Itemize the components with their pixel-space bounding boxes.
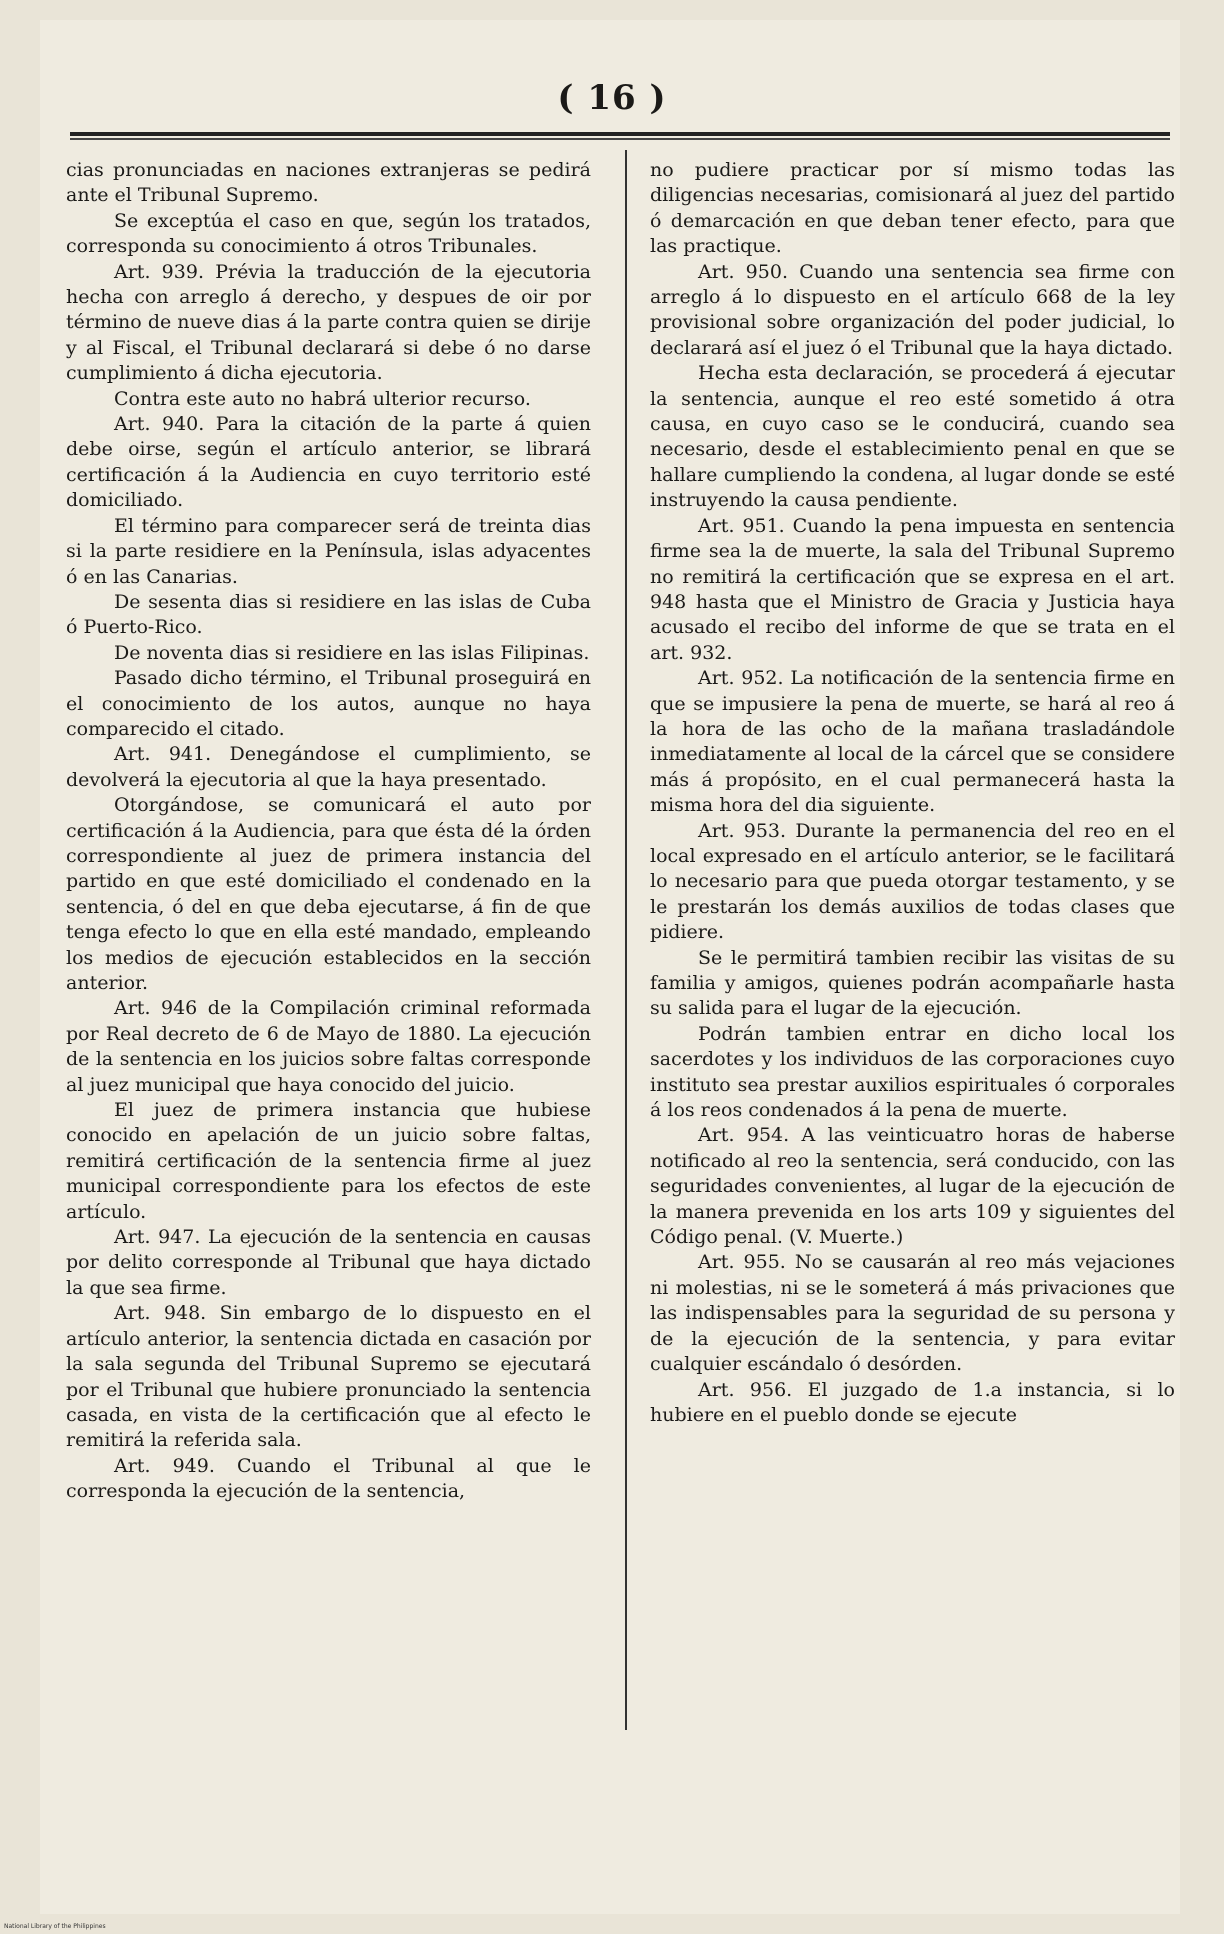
paragraph: Otorgándose, se comunicará el auto por certificación á la Audiencia, para que ésta dé la órden correspondiente al juez de primera instancia del partido en que esté domiciliado el condenado en la sentencia, ó del en que deba ejecutarse, á fin de que tenga efecto lo que en ella esté mandado, empleando los medios de ejecución establecidos en la sección anterior. <box>66 794 591 994</box>
paragraph: Art. 947. La ejecución de la sentencia en causas por delito corresponde al Tribunal que haya dictado la que sea firme. <box>66 1226 591 1299</box>
paragraph: Art. 939. Prévia la traducción de la ejecutoria hecha con arreglo á derecho, y despues de oir por término de nueve dias á la parte contra quien se dirije y al Fiscal, el Tribunal declarará si debe ó no darse cumplimiento á dicha ejecutoria. <box>66 260 591 385</box>
paragraph: Art. 946 de la Compilación criminal reformada por Real decreto de 6 de Mayo de 1880. La ejecución de la sentencia en los juicios sobre faltas corresponde al juez municipal que haya conocido del juicio. <box>66 997 591 1096</box>
right-column <box>650 158 1175 1428</box>
paragraph: cias pronunciadas en naciones extranjeras se pedirá ante el Tribunal Supremo. <box>66 159 591 207</box>
left-column <box>66 158 591 1505</box>
column-divider <box>625 150 627 1730</box>
paragraph: Art. 954. A las veinticuatro horas de haberse notificado al reo la sentencia, será conducido, con las seguridades convenientes, al lugar de la ejecución de la manera prevenida en los arts 109 y siguientes del Código penal. (V. Muerte.) <box>650 1124 1175 1249</box>
paragraph: no pudiere practicar por sí mismo todas las diligencias necesarias, comisionará al juez del partido ó demarcación en que deban tener efecto, para que las practique. <box>650 159 1175 258</box>
paragraph: Art. 953. Durante la permanencia del reo en el local expresado en el artículo anterior, se le facilitará lo necesario para que pueda otorgar testamento, y se le prestarán los demás auxilios de todas clases que pidiere. <box>650 819 1175 944</box>
library-credit: National Library of the Philippines <box>4 1923 106 1930</box>
paragraph: Contra este auto no habrá ulterior recurso. <box>114 387 531 410</box>
paragraph: Podrán tambien entrar en dicho local los sacerdotes y los individuos de las corporaciones cuyo instituto sea prestar auxilios espirituales ó corporales á los reos condenados á la pena de muerte. <box>650 1022 1175 1122</box>
paragraph: Art. 951. Cuando la pena impuesta en sentencia firme sea la de muerte, la sala del Tribunal Supremo no remitirá la certificación que se expresa en el art. 948 hasta que el Ministro de Gracia y Justicia haya acusado el recibo del informe de que se trata en el art. 932. <box>650 514 1175 664</box>
paragraph: Art. 941. Denegándose el cumplimiento, se devolverá la ejecutoria al que la haya presentado. <box>66 743 591 791</box>
paragraph: Art. 952. La notificación de la sentencia firme en que se impusiere la pena de muerte, se hará al reo á la hora de las ocho de la mañana trasladándole inmediatamente al local de la cárcel que se considere más á propósito, en el cual permanecerá hasta la misma hora del dia siguiente. <box>650 667 1175 817</box>
paragraph: De sesenta dias si residiere en las islas de Cuba ó Puerto-Rico. <box>66 590 591 639</box>
header-rule <box>70 132 1170 136</box>
paragraph: Se exceptúa el caso en que, según los tratados, corresponda su conocimiento á otros Tribunales. <box>66 209 591 258</box>
paragraph: Art. 950. Cuando una sentencia sea firme con arreglo á lo dispuesto en el artículo 668 de la ley provisional sobre organización del poder judicial, lo declarará así el juez ó el Tribunal que la haya dictado. <box>650 260 1175 359</box>
header-rule-thin <box>70 138 1170 140</box>
paragraph: El juez de primera instancia que hubiese conocido en apelación de un juicio sobre faltas, remitirá certificación de la sentencia firme al juez municipal correspondiente para los efectos de este artículo. <box>66 1099 591 1223</box>
paragraph: Art. 956. El juzgado de 1.a instancia, si lo hubiere en el pueblo donde se ejecute <box>650 1378 1175 1426</box>
paragraph: Art. 949. Cuando el Tribunal al que le corresponda la ejecución de la sentencia, <box>66 1454 591 1503</box>
paragraph: Hecha esta declaración, se procederá á ejecutar la sentencia, aunque el reo esté sometido á otra causa, en cuyo caso se le conducirá, cuando sea necesario, desde el establecimiento penal en que se hallare cumpliendo la condena, al lugar donde se esté instruyendo la causa pendiente. <box>650 362 1175 512</box>
paragraph: El término para comparecer será de treinta dias si la parte residiere en la Península, islas adyacentes ó en las Canarias. <box>66 514 591 588</box>
paragraph: Se le permitirá tambien recibir las visitas de su familia y amigos, quienes podrán acompañarle hasta su salida para el lugar de la ejecución. <box>650 946 1175 1020</box>
page-number: ( 16 ) <box>557 78 667 118</box>
paragraph: Art. 955. No se causarán al reo más vejaciones ni molestias, ni se le someterá á más privaciones que las indispensables para la seguridad de su persona y de la ejecución de la sentencia, y para evitar cualquier escándalo ó desórden. <box>650 1251 1175 1376</box>
paragraph: De noventa dias si residiere en las islas Filipinas. <box>114 641 590 664</box>
paragraph: Pasado dicho término, el Tribunal proseguirá en el conocimiento de los autos, aunque no haya comparecido el citado. <box>66 667 591 740</box>
paragraph: Art. 948. Sin embargo de lo dispuesto en el artículo anterior, la sentencia dictada en casación por la sala segunda del Tribunal Supremo se ejecutará por el Tribunal que hubiere pronunciado la sentencia casada, en vista de la certificación que al efecto le remitirá la referida sala. <box>66 1302 591 1452</box>
paragraph: Art. 940. Para la citación de la parte á quien debe oirse, según el artículo anterior, se librará certificación á la Audiencia en cuyo territorio esté domiciliado. <box>66 413 591 512</box>
